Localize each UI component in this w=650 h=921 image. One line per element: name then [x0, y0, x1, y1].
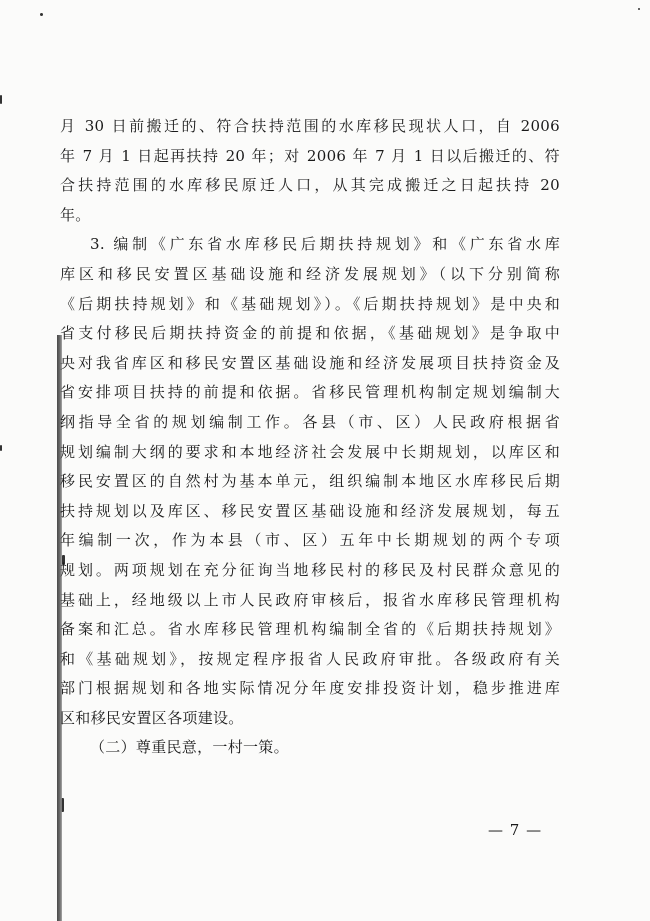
text-line: 移民安置区的自然村为基本单元，组织编制本地区水库移民后期 [60, 472, 560, 491]
page-number: — 7 — [488, 821, 543, 839]
body-text [60, 112, 560, 763]
scan-speck [0, 95, 2, 104]
text-line: 《后期扶持规划》和《基础规划》）。《后期扶持规划》是中央和 [60, 294, 560, 313]
section-heading [60, 733, 560, 763]
text-line: 备案和汇总。省水库移民管理机构编制全省的《后期扶持规划》 [60, 620, 560, 639]
text-line: 扶持规划以及库区、移民安置区基础设施和经济发展规划，每五 [60, 501, 560, 520]
scan-speck [638, 8, 640, 10]
text-line: 月 30 日前搬迁的、符合扶持范围的水库移民现状人口，自 2006 [60, 117, 560, 135]
paragraph-item-3 [60, 230, 560, 733]
text-line: 纲指导全省的规划编制工作。各县（市、区）人民政府根据省 [60, 412, 560, 431]
text-line: 省安排项目扶持的前提和依据。省移民管理机构制定规划编制大 [60, 383, 560, 402]
text-line: 省支付移民后期扶持资金的前提和依据，《基础规划》是争取中 [60, 324, 560, 343]
paragraph-continuation [60, 112, 560, 230]
text-line: 3. 编制《广东省水库移民后期扶持规划》和《广东省水库 [90, 235, 560, 254]
text-line: 规划编制大纲的要求和本地经济社会发展中长期规划，以库区和 [60, 442, 560, 461]
text-line: 年。 [60, 205, 91, 224]
heading-line: （二）尊重民意，一村一策。 [90, 738, 289, 757]
text-line: 和《基础规划》，按规定程序报省人民政府审批。各级政府有关 [60, 649, 560, 668]
text-line: 央对我省库区和移民安置区基础设施和经济发展项目扶持资金及 [60, 353, 560, 372]
text-line: 年编制一次，作为本县（市、区）五年中长期规划的两个专项 [60, 531, 560, 550]
text-line: 年 7 月 1 日起再扶持 20 年；对 2006 年 7 月 1 日以后搬迁的、符 [60, 146, 560, 165]
text-line: 区和移民安置区各项建设。 [60, 708, 244, 727]
text-line: 基础上，经地级以上市人民政府审核后，报省水库移民管理机构 [60, 590, 560, 609]
text-line: 规划。两项规划在充分征询当地移民村的移民及村民群众意见的 [60, 560, 560, 579]
scan-speck [0, 445, 2, 451]
text-line: 库区和移民安置区基础设施和经济发展规划》（以下分别简称 [60, 264, 560, 283]
text-line: 部门根据规划和各地实际情况分年度安排投资计划，稳步推进库 [60, 679, 560, 698]
text-line: 合扶持范围的水库移民原迁人口，从其完成搬迁之日起扶持 20 [60, 176, 560, 195]
scan-speck [40, 13, 43, 16]
